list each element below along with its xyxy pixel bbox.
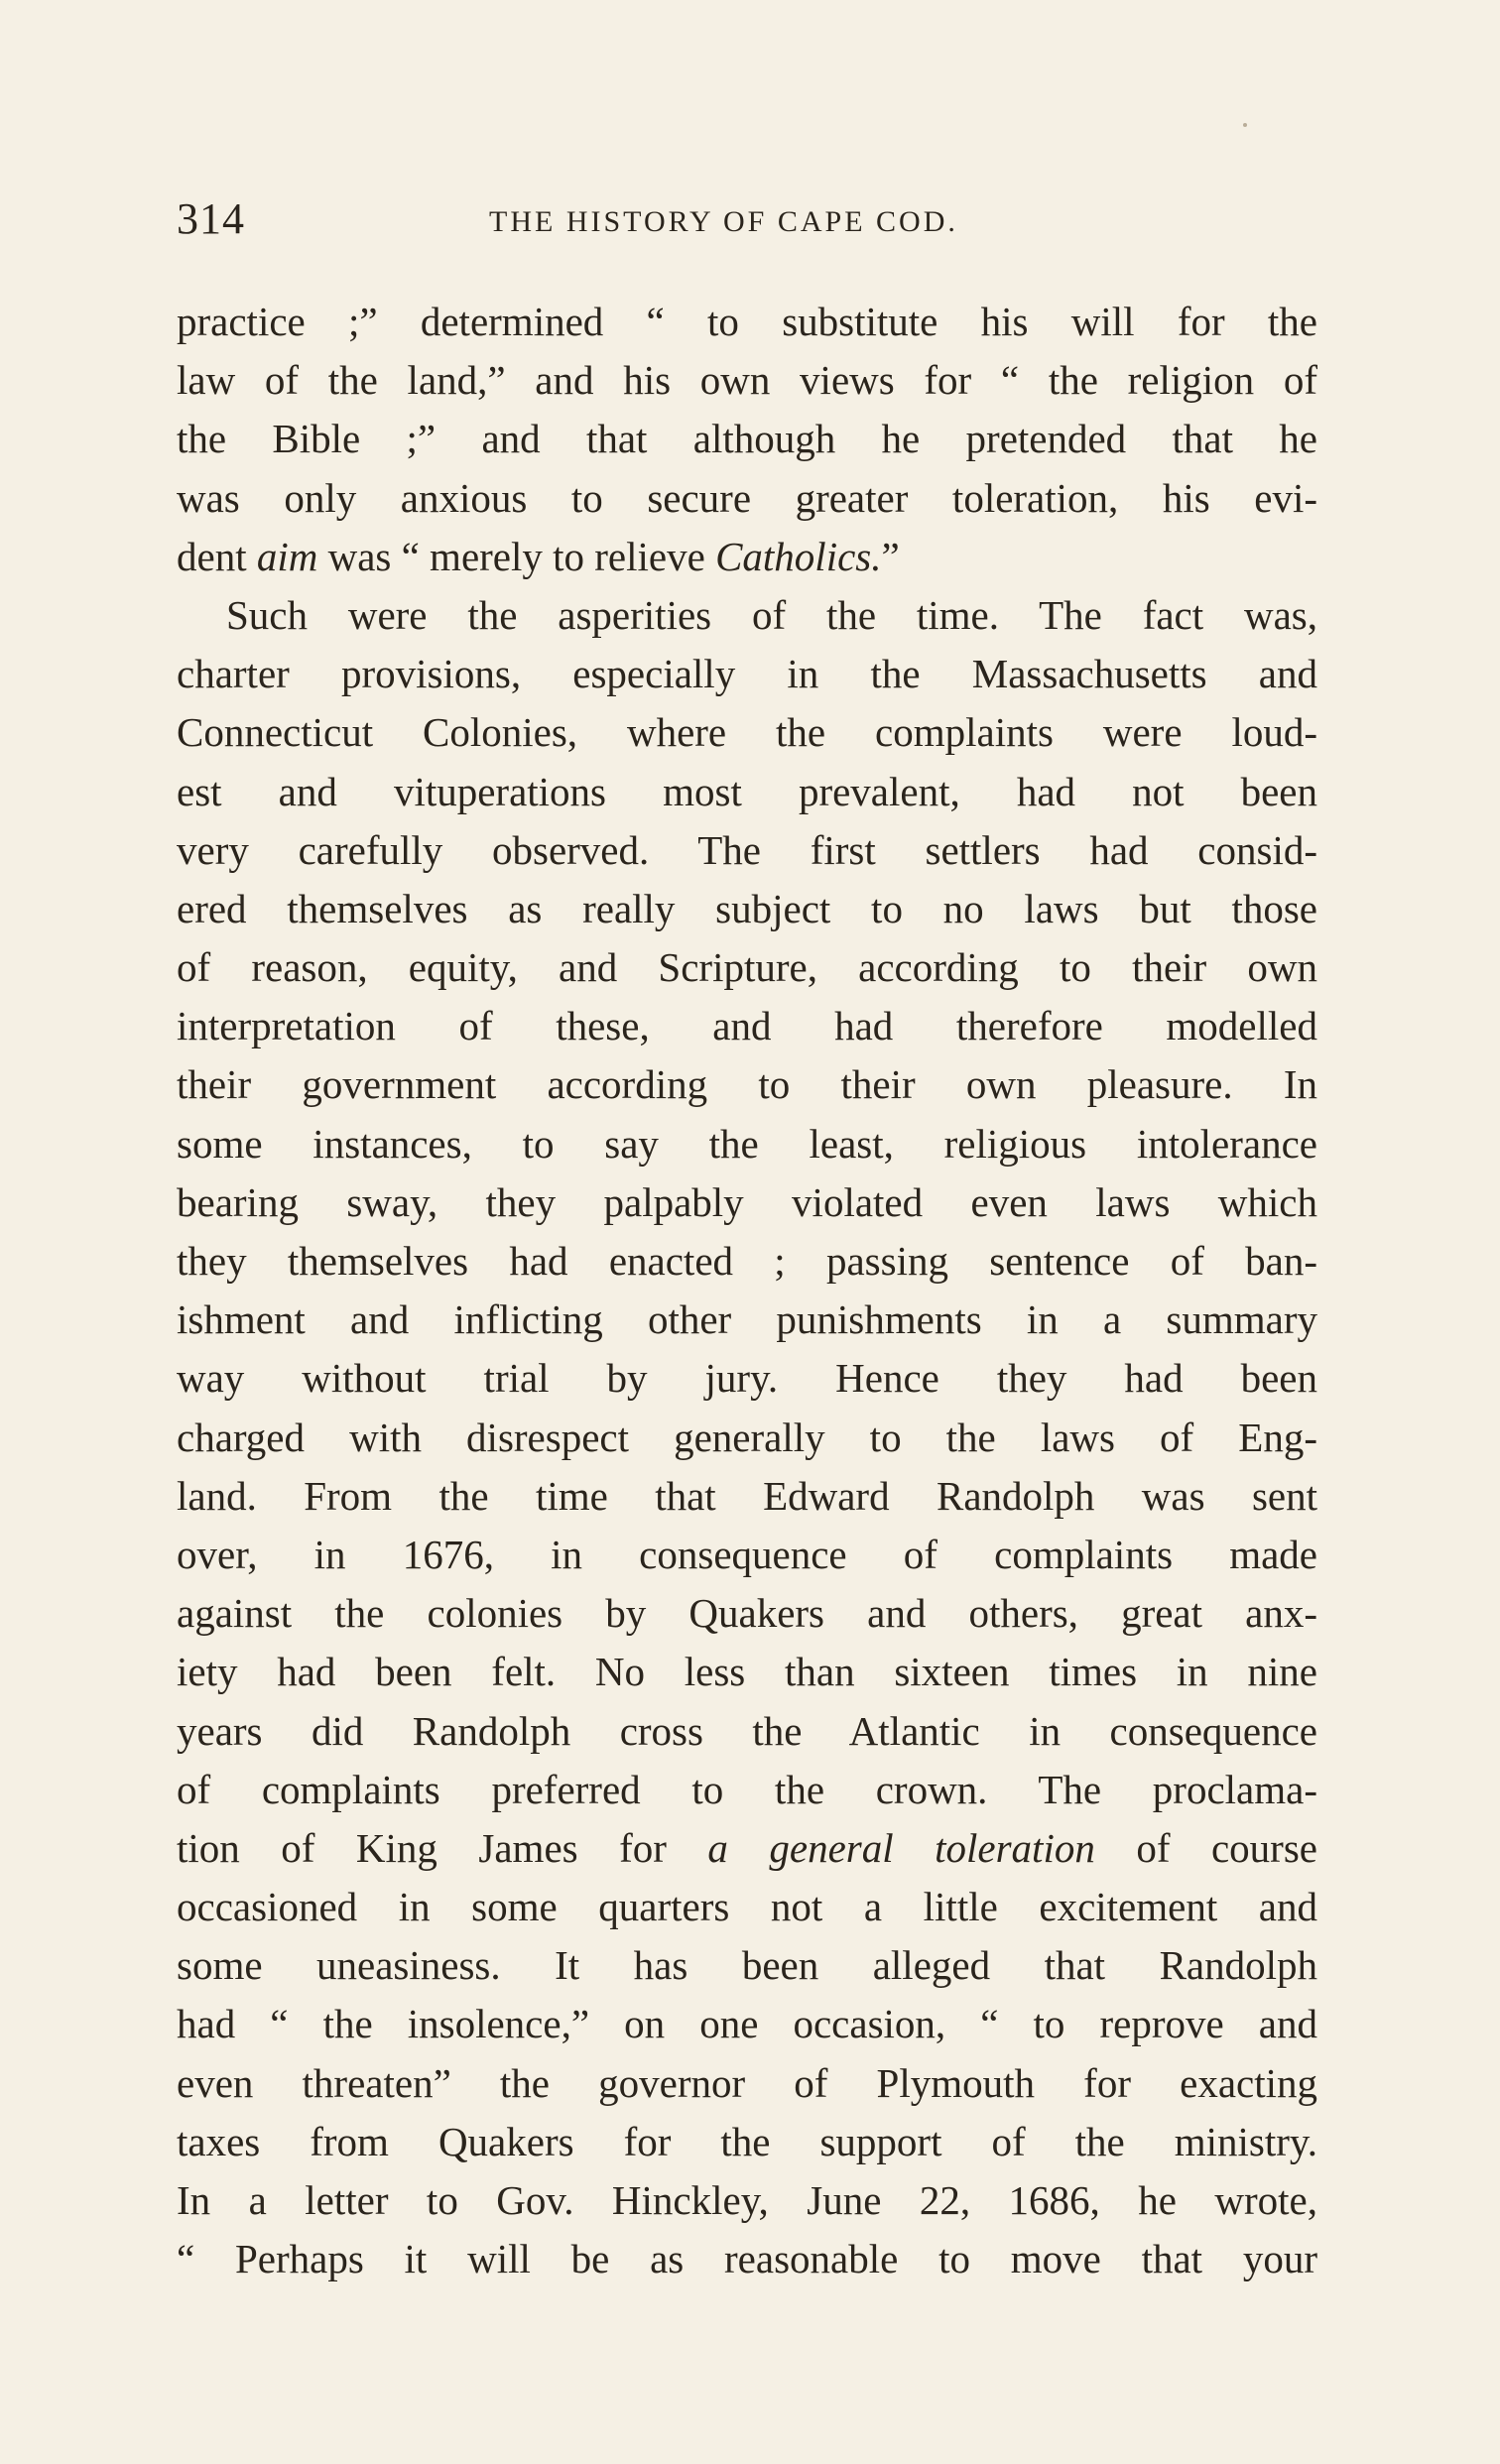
text-line: occasioned in some quarters not a little excitement and (177, 1884, 1317, 1930)
text-line: had “ the insolence,” on one occasion, “ to reprove and (177, 2001, 1317, 2047)
italic-text: Catholics. (715, 533, 882, 579)
text-line: ered themselves as really subject to no laws but those (177, 885, 1317, 931)
text-line: was only anxious to secure greater toleration, his evi- (177, 474, 1317, 521)
text-segment: ” (881, 533, 900, 579)
paper-speck (1243, 123, 1247, 127)
text-line: practice ;” determined “ to substitute his will for the (177, 299, 1317, 344)
text-line: some instances, to say the least, religious intolerance (177, 1120, 1317, 1167)
text-line: interpretation of these, and had therefore modelled (177, 1003, 1317, 1049)
text-line: even threaten” the governor of Plymouth for exacting (177, 2059, 1317, 2106)
text-line: way without trial by jury. Hence they had been (177, 1355, 1317, 1402)
text-line: they themselves had enacted ; passing sentence of ban- (177, 1238, 1317, 1284)
page-header (177, 193, 1317, 253)
text-line: est and vituperations most prevalent, had not been (177, 768, 1317, 814)
text-line: very carefully observed. The first settlers had consid- (177, 826, 1317, 873)
text-line: years did Randolph cross the Atlantic in consequence (177, 1707, 1317, 1754)
text-line: Connecticut Colonies, where the complaints were loud- (177, 709, 1317, 756)
text-line: taxes from Quakers for the support of the ministry. (177, 2118, 1317, 2164)
page-number: 314 (177, 194, 245, 243)
text-line: land. From the time that Edward Randolph was sent (177, 1472, 1317, 1519)
text-line (177, 1819, 1317, 1878)
text-line: some uneasiness. It has been alleged that Randolph (177, 1942, 1317, 1989)
text-segment: dent (177, 533, 257, 579)
text-segment: tion of King James for (177, 1824, 708, 1871)
text-line: law of the land,” and his own views for “ the religion of (177, 357, 1317, 404)
text-line: of complaints preferred to the crown. The proclama- (177, 1766, 1317, 1812)
italic-text: a general toleration (707, 1824, 1095, 1871)
text-line: against the colonies by Quakers and others, great anx- (177, 1590, 1317, 1637)
text-line: “ Perhaps it will be as reasonable to move that your (177, 2236, 1317, 2282)
italic-text: aim (256, 533, 318, 579)
text-line: the Bible ;” and that although he pretended that he (177, 416, 1317, 462)
text-line: iety had been felt. No less than sixteen times in nine (177, 1649, 1317, 1695)
text-line: over, in 1676, in consequence of complaints made (177, 1531, 1317, 1577)
text-line: their government according to their own pleasure. In (177, 1061, 1317, 1108)
text-segment: of course (1094, 1824, 1317, 1871)
text-line (177, 528, 1317, 586)
text-line: of reason, equity, and Scripture, according to their own (177, 944, 1317, 991)
text-line: In a letter to Gov. Hinckley, June 22, 1686, he wrote, (177, 2177, 1317, 2223)
text-line-paragraph-start: Such were the asperities of the time. The fact was, (226, 591, 1317, 638)
text-line: bearing sway, they palpably violated even laws which (177, 1178, 1317, 1225)
text-line: charter provisions, especially in the Massachusetts and (177, 651, 1317, 697)
text-segment: was “ merely to relieve (317, 533, 716, 579)
text-line: ishment and inflicting other punishments in a summary (177, 1296, 1317, 1343)
body-text (177, 293, 1317, 2288)
text-line: charged with disrespect generally to the laws of Eng- (177, 1414, 1317, 1460)
running-head: THE HISTORY OF CAPE COD. (489, 205, 958, 238)
